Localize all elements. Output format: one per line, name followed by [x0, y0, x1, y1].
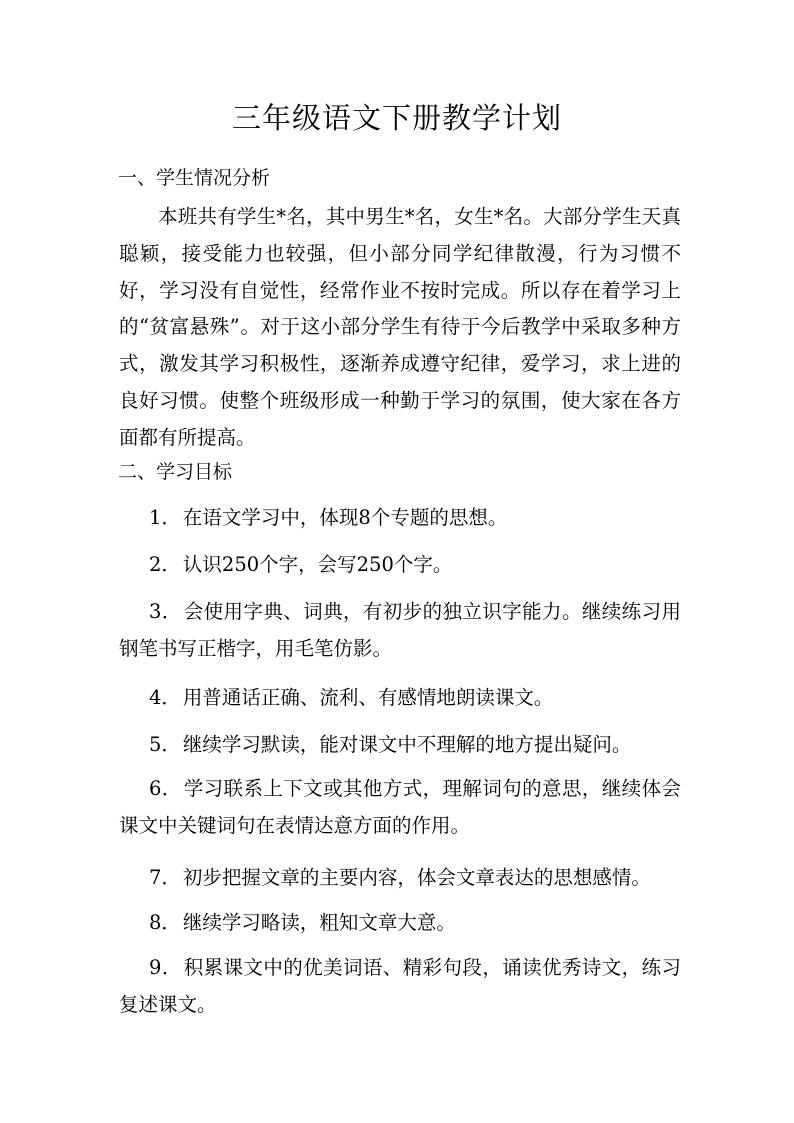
goal-text: 会使用字典、词典，有初步的独立识字能力。继续练习用钢笔书写正楷字，用毛笔仿影。 — [119, 600, 681, 660]
goal-number: 7． — [149, 866, 181, 889]
goal-item-3 — [119, 594, 681, 668]
goal-item-8 — [119, 905, 681, 942]
goal-number: 1． — [149, 506, 181, 529]
goal-number: 4． — [149, 686, 181, 709]
goal-item-2 — [119, 547, 681, 584]
page-title: 三年级语文下册教学计划 — [231, 101, 562, 135]
goal-text: 继续学习默读，能对课文中不理解的地方提出疑问。 — [182, 733, 632, 756]
goal-number: 2． — [149, 553, 181, 576]
goal-item-9 — [119, 950, 681, 1024]
goal-text: 初步把握文章的主要内容，体会文章表达的思想感情。 — [182, 866, 651, 889]
section-heading-student-analysis: 一、学生情况分析 — [118, 167, 271, 189]
goal-item-1 — [119, 500, 681, 537]
goal-number: 9． — [149, 956, 182, 979]
goal-item-4 — [119, 680, 681, 717]
goal-item-6 — [119, 771, 681, 845]
goal-number: 3． — [149, 600, 182, 623]
goal-number: 5． — [149, 733, 181, 756]
goal-text: 积累课文中的优美词语、精彩句段，诵读优秀诗文，练习复述课文。 — [119, 956, 681, 1016]
goal-text: 用普通话正确、流利、有感情地朗读课文。 — [182, 686, 554, 709]
goal-text: 认识250个字，会写250个字。 — [182, 553, 453, 576]
goal-text: 继续学习略读，粗知文章大意。 — [182, 911, 456, 934]
goal-item-7 — [119, 860, 681, 897]
goal-text: 在语文学习中，体现8个专题的思想。 — [182, 506, 508, 529]
goal-item-5 — [119, 727, 681, 764]
goal-text: 学习联系上下文或其他方式，理解词句的意思，继续体会课文中关键词句在表情达意方面的作用。 — [119, 777, 681, 837]
goal-number: 8． — [149, 911, 181, 934]
section-heading-learning-goals: 二、学习目标 — [118, 461, 233, 483]
goal-number: 6． — [149, 777, 182, 800]
student-analysis-paragraph: 本班共有学生*名，其中男生*名，女生*名。大部分学生天真聪颖，接受能力也较强，但小部分同学纪律散漫，行为习惯不好，学习没有自觉性，经常作业不按时完成。所以存在着学习上的“贫富悬殊”。对于这小部分学生有待于今后教学中采取多种方式，激发其学习积极性，逐渐养成遵守纪律，爱学习，求上进的良好习惯。使整个班级形成一种勤于学习的氛围，使大家在各方面都有所提高。 — [119, 205, 681, 449]
